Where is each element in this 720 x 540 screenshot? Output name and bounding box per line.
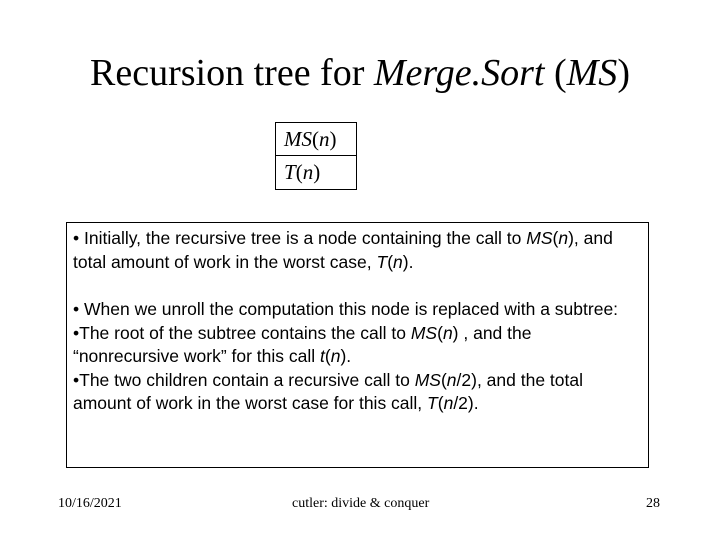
node-work [276,156,356,189]
p1-text-b: ( [552,228,559,248]
p1-text-e: ). [402,251,414,272]
node-work-arg: n [302,160,314,184]
p1-t: T [376,251,388,272]
paragraph-root [73,322,642,369]
title-paren-open: ( [544,52,567,94]
node-call-arg: n [319,127,330,151]
p3-text-b: ( [437,322,443,343]
p1-text-a: • Initially, the recursive tree is a node containing the call to [73,228,527,248]
footer-center: cutler: divide & conquer [292,496,430,511]
p1-text-c: ), and total amount of work in the worst case, [73,228,613,272]
p1-n: n [558,228,569,248]
p3-text-c: ) , and the “nonrecursive work” for this call [73,322,532,366]
footer-page-number: 28 [646,496,660,511]
p3-text-d: ( [324,346,331,366]
node-call [276,123,356,156]
p4-ms: MS [414,369,441,390]
p3-n2: n [330,346,341,366]
paragraph-gap [73,274,642,298]
p3-t: t [320,346,325,366]
node-work-fn: T [284,160,296,184]
p3-text-a: •The root of the subtree contains the call to [73,322,411,343]
title-ms-abbr: MS [566,52,618,94]
p4-n: n [446,369,457,390]
paragraph-unroll: • When we unroll the computation this node is replaced with a subtree: [73,299,619,319]
node-call-fn: MS [284,127,312,151]
explanation-box [66,222,649,468]
p1-ms: MS [526,228,553,248]
paragraph-children [73,369,642,416]
title-prefix: Recursion tree for [90,52,374,94]
p4-text-b: ( [440,369,447,390]
p3-text-e: ). [340,346,352,366]
tree-node [275,122,357,190]
slide-title [0,50,720,96]
node-call-close: ) [329,127,337,151]
p4-t: T [427,393,438,413]
p4-text-d: ( [437,393,444,413]
node-call-open: ( [312,127,319,151]
node-work-close: ) [313,160,321,184]
p4-text-c: /2), and the total amount of work in the worst case for this call, [73,369,583,413]
paragraph-initially [73,227,642,274]
p1-n2: n [393,251,403,272]
footer-date: 10/16/2021 [58,496,122,511]
p3-n: n [442,322,453,343]
p4-text-a: •The two children contain a recursive call to [73,369,415,390]
title-paren-close: ) [617,52,630,94]
p4-n2: n [443,393,454,413]
p3-ms: MS [410,322,438,343]
p1-text-d: ( [387,251,394,272]
node-work-open: ( [295,160,303,184]
title-mergesort: Merge.Sort [373,52,545,94]
p4-text-e: /2). [453,393,479,413]
